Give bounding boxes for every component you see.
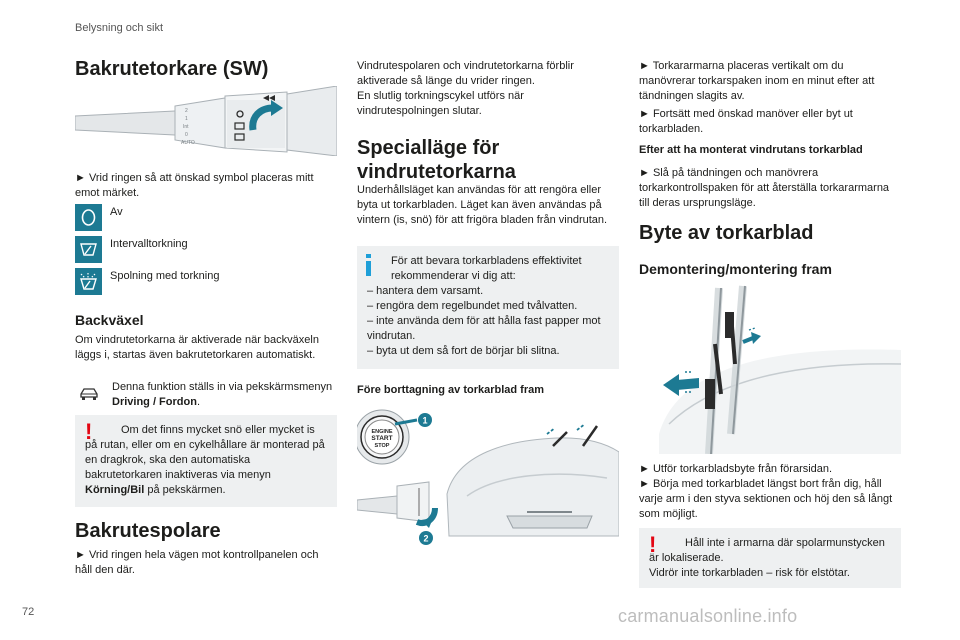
mode-list (75, 201, 219, 297)
mode-label: Spolning med torkning (110, 270, 220, 282)
info-line: – hantera dem varsamt. (367, 285, 484, 297)
subsection-title-reverse: Backväxel (75, 312, 144, 328)
warning-box-nozzles (639, 528, 901, 588)
mode-row-intermittent (75, 233, 219, 265)
svg-text:2: 2 (185, 108, 188, 114)
engine-label-2: START (371, 435, 393, 442)
warning-icon: ! (85, 419, 93, 444)
mode-label: Av (110, 206, 123, 218)
engine-label-1: ENGINE (371, 429, 393, 435)
warning-icon: ! (649, 532, 657, 557)
mode-label: Intervalltorkning (110, 238, 188, 250)
instruction-driver-side: ► Utför torkarbladsbyte från förarsidan. (639, 463, 833, 475)
section-title-blade-replacement: Byte av torkarblad (639, 222, 814, 244)
car-icon (79, 387, 99, 401)
warning-text-1: Håll inte i armarna där spolarmunstycken är lokaliserade. (649, 537, 885, 564)
watermark: carmanualsonline.info (618, 606, 798, 626)
subsection-title-after-fitting: Efter att ha monterat vindrutans torkarblad (639, 144, 863, 156)
warning-text-2: Vidrör inte torkarbladen – risk för elstötar. (649, 567, 850, 579)
section-title-rear-washer: Bakrutespolare (75, 520, 221, 542)
vehicle-menu-note (75, 380, 337, 410)
svg-text:AUTO: AUTO (181, 140, 195, 146)
column-3 (639, 0, 901, 579)
badge-1-label: 1 (422, 415, 428, 426)
rear-wiper-stalk-illustration (75, 86, 337, 156)
svg-text:1: 1 (185, 116, 188, 122)
mode-row-wash (75, 265, 219, 297)
info-line: – inte använda dem för att hålla fast papper mot vindrutan. (367, 315, 601, 342)
warning-text: Om det finns mycket snö eller mycket is på rutan, eller om en cykelhållare är monterad på en dragkrok, ska den automatiska bakrutetorkaren inaktiveras via menyn Körning/Bil på pekskärmen. (85, 424, 325, 496)
subsection-title-before-removal: Före borttagning av torkarblad fram (357, 384, 545, 396)
instruction-turn-ring: ► Vrid ringen så att önskad symbol placeras mitt emot märket. (75, 172, 314, 199)
page-number: 72 (22, 606, 35, 618)
info-line: – rengöra dem regelbundet med tvålvatten. (367, 300, 578, 312)
column-2 (357, 0, 619, 544)
reverse-text: Om vindrutetorkarna är aktiverade när backväxeln läggs i, startas även bakrutetorkaren automatiskt. (75, 334, 319, 361)
instruction-lift-arm: ► Börja med torkarbladet längst bort från dig, håll varje arm i den styva sektionen och höj den så långt som möjligt. (639, 478, 893, 520)
off-icon (75, 204, 102, 231)
svg-text:Int: Int (183, 124, 189, 130)
info-line: – byta ut dem så fort de börjar bli slitna. (367, 345, 560, 357)
mode-row-off (75, 201, 219, 233)
warning-box-snow (75, 415, 337, 507)
engine-label-3: STOP (374, 443, 390, 449)
badge-2-label: 2 (423, 533, 429, 544)
info-line: För att bevara torkarbladens effektivitet rekommenderar vi dig att: (391, 255, 582, 282)
washer-instruction: ► Vrid ringen hela vägen mot kontrollpanelen och håll den där. (75, 549, 319, 576)
info-box-blade-care (357, 246, 619, 369)
running-header: Belysning och sikt (75, 22, 164, 34)
wash-wipe-icon (75, 268, 102, 295)
special-mode-text: Underhållsläget kan användas för att rengöra eller byta ut torkarbladen. Läget kan även användas på vintern (is, snö) för att frigöra bladen från vindrutan. (357, 184, 608, 226)
column-1 (75, 0, 337, 576)
instruction-continue: ► Fortsätt med önskad manöver eller byt ut torkarbladen. (639, 108, 853, 135)
svg-text:0: 0 (185, 132, 188, 138)
washer-intro-text: Vindrutespolaren och vindrutetorkarna förblir aktiverade så länge du vrider ringen. En slutlig torkningscykel utförs när vindrutespolningen slutar. (357, 60, 574, 117)
info-icon (366, 254, 371, 276)
section-title-rear-wiper: Bakrutetorkare (SW) (75, 58, 269, 80)
intermittent-wipe-icon (75, 236, 102, 263)
front-wiper-removal-illustration (639, 284, 901, 454)
vehicle-menu-text: Denna funktion ställs in via pekskärmsmenyn Driving / Fordon. (112, 381, 333, 408)
instruction-arms-vertical: ► Torkararmarna placeras vertikalt om du manövrerar torkarspaken inom en minut efter att tändningen slagits av. (639, 60, 875, 102)
start-stop-and-stalk-illustration (357, 404, 619, 546)
section-title-special-mode: Specialläge för vindrutetorkarna (357, 137, 516, 183)
subsection-title-front: Demontering/montering fram (639, 261, 832, 277)
instruction-restore-arms: ► Slå på tändningen och manövrera torkarkontrollspaken för att återställa torkararmarna till deras ursprungsläge. (639, 167, 890, 209)
